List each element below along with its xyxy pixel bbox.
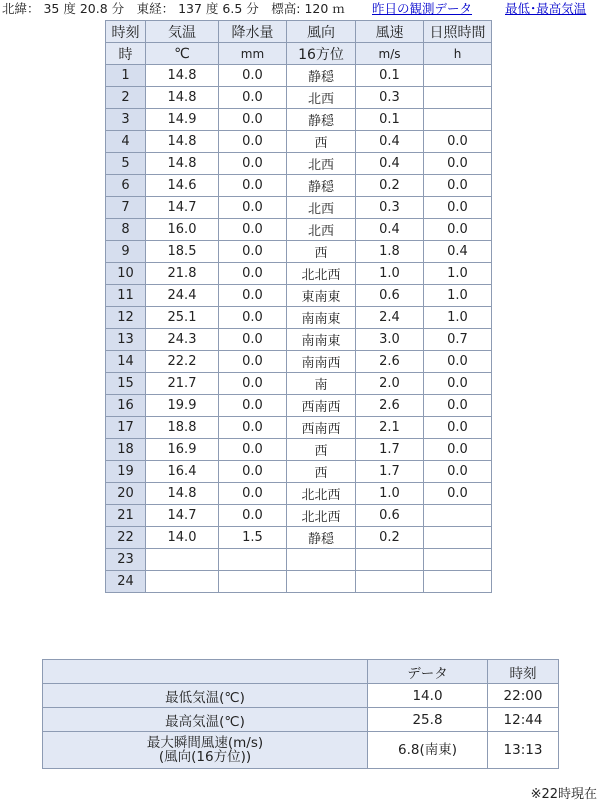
cell-temperature: 14.9	[146, 109, 219, 131]
cell-wind-direction: 西南西	[287, 395, 356, 417]
cell-precipitation: 0.0	[219, 483, 287, 505]
cell-wind-direction: 西	[287, 439, 356, 461]
cell-wind-direction: 静穏	[287, 65, 356, 87]
min-max-temp-link[interactable]: 最低･最高気温	[505, 1, 587, 16]
cell-precipitation: 0.0	[219, 439, 287, 461]
cell-wind-speed: 0.3	[356, 197, 424, 219]
cell-wind-direction: 西	[287, 461, 356, 483]
summary-header-row	[43, 660, 559, 684]
header-bar	[0, 0, 601, 20]
summary-header-data: データ	[368, 660, 488, 684]
cell-temperature: 24.4	[146, 285, 219, 307]
table-row	[106, 153, 492, 175]
cell-temperature: 14.7	[146, 197, 219, 219]
cell-wind-direction: 西南西	[287, 417, 356, 439]
cell-temperature: 14.8	[146, 483, 219, 505]
cell-sunshine	[424, 527, 492, 549]
cell-sunshine: 0.0	[424, 395, 492, 417]
cell-sunshine	[424, 65, 492, 87]
cell-precipitation: 0.0	[219, 109, 287, 131]
cell-hour: 23	[106, 549, 146, 571]
table-row	[106, 549, 492, 571]
cell-wind-direction: 北西	[287, 197, 356, 219]
cell-precipitation: 0.0	[219, 395, 287, 417]
cell-wind-speed	[356, 549, 424, 571]
cell-temperature: 18.5	[146, 241, 219, 263]
cell-wind-speed: 0.4	[356, 131, 424, 153]
unit-wind-direction: 16方位	[287, 43, 356, 65]
cell-sunshine: 1.0	[424, 263, 492, 285]
cell-sunshine	[424, 571, 492, 593]
summary-label	[43, 732, 368, 769]
summary-row-min-temp	[43, 684, 559, 708]
cell-wind-speed: 0.3	[356, 87, 424, 109]
summary-time: 22:00	[488, 684, 559, 708]
cell-wind-direction: 北北西	[287, 263, 356, 285]
cell-hour: 16	[106, 395, 146, 417]
cell-hour: 14	[106, 351, 146, 373]
cell-hour: 9	[106, 241, 146, 263]
table-row	[106, 285, 492, 307]
table-row	[106, 219, 492, 241]
cell-precipitation: 0.0	[219, 351, 287, 373]
cell-wind-speed	[356, 571, 424, 593]
unit-precipitation: mm	[219, 43, 287, 65]
table-row	[106, 197, 492, 219]
cell-wind-direction: 北西	[287, 153, 356, 175]
summary-value: 14.0	[368, 684, 488, 708]
cell-hour: 12	[106, 307, 146, 329]
cell-wind-speed: 0.1	[356, 65, 424, 87]
summary-time: 12:44	[488, 708, 559, 732]
cell-temperature: 14.6	[146, 175, 219, 197]
cell-temperature: 14.0	[146, 527, 219, 549]
cell-temperature: 19.9	[146, 395, 219, 417]
table-row	[106, 417, 492, 439]
cell-sunshine: 1.0	[424, 307, 492, 329]
table-row	[106, 461, 492, 483]
cell-wind-direction: 静穏	[287, 109, 356, 131]
cell-temperature: 21.8	[146, 263, 219, 285]
cell-wind-speed: 1.7	[356, 461, 424, 483]
cell-temperature: 24.3	[146, 329, 219, 351]
unit-time: 時	[106, 43, 146, 65]
cell-wind-speed: 3.0	[356, 329, 424, 351]
table-row	[106, 307, 492, 329]
cell-wind-direction	[287, 571, 356, 593]
yesterday-data-link[interactable]: 昨日の観測データ	[372, 1, 473, 16]
header-row	[106, 21, 492, 43]
summary-header-time: 時刻	[488, 660, 559, 684]
cell-temperature	[146, 549, 219, 571]
cell-wind-speed: 0.1	[356, 109, 424, 131]
cell-precipitation: 0.0	[219, 241, 287, 263]
table-row	[106, 373, 492, 395]
header-precipitation: 降水量	[219, 21, 287, 43]
header-temperature: 気温	[146, 21, 219, 43]
table-row	[106, 329, 492, 351]
cell-precipitation: 1.5	[219, 527, 287, 549]
cell-wind-direction: 東南東	[287, 285, 356, 307]
cell-sunshine: 0.0	[424, 461, 492, 483]
cell-sunshine: 0.4	[424, 241, 492, 263]
cell-wind-direction: 北西	[287, 87, 356, 109]
cell-hour: 15	[106, 373, 146, 395]
cell-wind-direction: 静穏	[287, 527, 356, 549]
unit-sunshine: h	[424, 43, 492, 65]
cell-sunshine	[424, 87, 492, 109]
header-wind-direction: 風向	[287, 21, 356, 43]
cell-hour: 18	[106, 439, 146, 461]
cell-sunshine: 0.0	[424, 483, 492, 505]
cell-wind-speed: 1.0	[356, 263, 424, 285]
cell-sunshine: 0.7	[424, 329, 492, 351]
table-row	[106, 483, 492, 505]
summary-row-max-gust	[43, 732, 559, 769]
cell-precipitation: 0.0	[219, 329, 287, 351]
unit-wind-speed: m/s	[356, 43, 424, 65]
cell-temperature: 25.1	[146, 307, 219, 329]
cell-wind-speed: 0.4	[356, 153, 424, 175]
table-row	[106, 241, 492, 263]
cell-hour: 24	[106, 571, 146, 593]
cell-wind-direction: 北北西	[287, 483, 356, 505]
cell-precipitation: 0.0	[219, 417, 287, 439]
summary-value: 25.8	[368, 708, 488, 732]
cell-hour: 20	[106, 483, 146, 505]
cell-wind-direction: 南南西	[287, 351, 356, 373]
cell-hour: 4	[106, 131, 146, 153]
cell-sunshine: 0.0	[424, 153, 492, 175]
cell-hour: 19	[106, 461, 146, 483]
table-row	[106, 65, 492, 87]
cell-wind-speed: 0.2	[356, 527, 424, 549]
summary-label: 最高気温(℃)	[43, 708, 368, 732]
hourly-observation-table	[105, 20, 492, 593]
cell-temperature: 16.4	[146, 461, 219, 483]
summary-label: 最低気温(℃)	[43, 684, 368, 708]
cell-wind-speed: 0.6	[356, 505, 424, 527]
cell-wind-direction: 西	[287, 241, 356, 263]
cell-hour: 21	[106, 505, 146, 527]
cell-wind-direction: 静穏	[287, 175, 356, 197]
cell-precipitation: 0.0	[219, 461, 287, 483]
header-wind-speed: 風速	[356, 21, 424, 43]
cell-temperature: 21.7	[146, 373, 219, 395]
cell-wind-speed: 2.6	[356, 395, 424, 417]
table-row	[106, 527, 492, 549]
cell-sunshine: 0.0	[424, 131, 492, 153]
cell-wind-direction: 南	[287, 373, 356, 395]
cell-sunshine	[424, 505, 492, 527]
cell-sunshine: 0.0	[424, 175, 492, 197]
cell-precipitation: 0.0	[219, 219, 287, 241]
cell-sunshine	[424, 109, 492, 131]
cell-wind-speed: 2.1	[356, 417, 424, 439]
station-coordinates: 北緯： 35 度 20.8 分 東経： 137 度 6.5 分 標高: 120 ｍ	[2, 1, 345, 16]
cell-wind-speed: 0.2	[356, 175, 424, 197]
cell-precipitation: 0.0	[219, 65, 287, 87]
cell-hour: 1	[106, 65, 146, 87]
cell-sunshine: 0.0	[424, 373, 492, 395]
cell-wind-speed: 2.0	[356, 373, 424, 395]
cell-temperature: 14.8	[146, 87, 219, 109]
cell-hour: 13	[106, 329, 146, 351]
table-row	[106, 571, 492, 593]
cell-wind-direction: 南南東	[287, 307, 356, 329]
cell-sunshine: 0.0	[424, 439, 492, 461]
cell-wind-direction: 北北西	[287, 505, 356, 527]
header-time: 時刻	[106, 21, 146, 43]
cell-wind-direction: 南南東	[287, 329, 356, 351]
cell-wind-speed: 2.4	[356, 307, 424, 329]
cell-hour: 8	[106, 219, 146, 241]
cell-precipitation: 0.0	[219, 153, 287, 175]
cell-wind-speed: 1.8	[356, 241, 424, 263]
cell-hour: 22	[106, 527, 146, 549]
summary-header-blank	[43, 660, 368, 684]
cell-wind-direction: 北西	[287, 219, 356, 241]
cell-precipitation: 0.0	[219, 175, 287, 197]
cell-precipitation: 0.0	[219, 307, 287, 329]
daily-summary-table	[42, 659, 559, 769]
table-row	[106, 439, 492, 461]
cell-sunshine: 0.0	[424, 417, 492, 439]
cell-precipitation: 0.0	[219, 197, 287, 219]
cell-temperature: 14.7	[146, 505, 219, 527]
cell-precipitation: 0.0	[219, 263, 287, 285]
cell-wind-direction	[287, 549, 356, 571]
cell-temperature	[146, 571, 219, 593]
cell-precipitation	[219, 571, 287, 593]
summary-value: 6.8(南東)	[368, 732, 488, 769]
cell-temperature: 18.8	[146, 417, 219, 439]
cell-hour: 2	[106, 87, 146, 109]
cell-precipitation	[219, 549, 287, 571]
cell-wind-speed: 1.0	[356, 483, 424, 505]
cell-hour: 11	[106, 285, 146, 307]
table-row	[106, 351, 492, 373]
cell-sunshine: 0.0	[424, 351, 492, 373]
cell-precipitation: 0.0	[219, 131, 287, 153]
table-row	[106, 505, 492, 527]
cell-sunshine: 0.0	[424, 197, 492, 219]
header-sunshine: 日照時間	[424, 21, 492, 43]
cell-hour: 6	[106, 175, 146, 197]
cell-precipitation: 0.0	[219, 285, 287, 307]
cell-hour: 17	[106, 417, 146, 439]
units-row	[106, 43, 492, 65]
cell-wind-speed: 2.6	[356, 351, 424, 373]
cell-precipitation: 0.0	[219, 505, 287, 527]
cell-precipitation: 0.0	[219, 373, 287, 395]
table-row	[106, 263, 492, 285]
summary-label-line1: 最大瞬間風速(m/s)	[146, 735, 264, 751]
table-row	[106, 109, 492, 131]
table-row	[106, 87, 492, 109]
cell-temperature: 16.9	[146, 439, 219, 461]
table-row	[106, 131, 492, 153]
table-row	[106, 175, 492, 197]
cell-sunshine: 0.0	[424, 219, 492, 241]
summary-time: 13:13	[488, 732, 559, 769]
cell-precipitation: 0.0	[219, 87, 287, 109]
cell-wind-speed: 1.7	[356, 439, 424, 461]
as-of-note: ※22時現在	[530, 787, 597, 802]
cell-wind-speed: 0.4	[356, 219, 424, 241]
summary-row-max-temp	[43, 708, 559, 732]
cell-wind-direction: 西	[287, 131, 356, 153]
cell-sunshine	[424, 549, 492, 571]
cell-hour: 5	[106, 153, 146, 175]
cell-temperature: 22.2	[146, 351, 219, 373]
cell-hour: 3	[106, 109, 146, 131]
summary-label-line2: (風向(16方位))	[158, 749, 252, 765]
cell-hour: 7	[106, 197, 146, 219]
cell-temperature: 14.8	[146, 131, 219, 153]
table-row	[106, 395, 492, 417]
unit-temperature: ℃	[146, 43, 219, 65]
cell-temperature: 14.8	[146, 65, 219, 87]
cell-temperature: 14.8	[146, 153, 219, 175]
cell-wind-speed: 0.6	[356, 285, 424, 307]
cell-sunshine: 1.0	[424, 285, 492, 307]
cell-temperature: 16.0	[146, 219, 219, 241]
cell-hour: 10	[106, 263, 146, 285]
